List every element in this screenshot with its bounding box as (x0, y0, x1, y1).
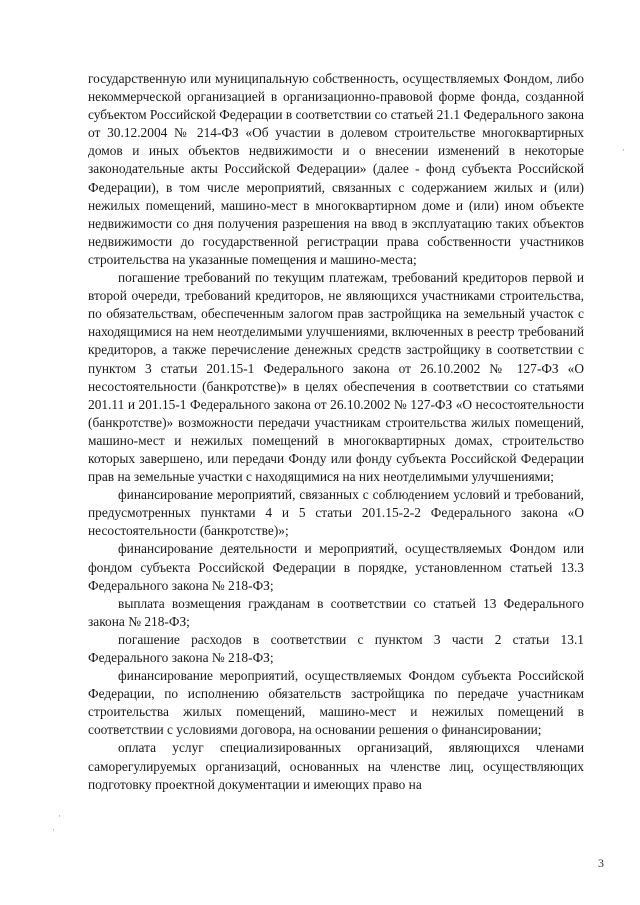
scan-mark-left-lower: · (52, 825, 55, 835)
page-number: 3 (598, 856, 604, 870)
paragraph-compensation: выплата возмещения гражданам в соответствии со статьей 13 Федерального закона № 218-ФЗ; (88, 595, 584, 629)
paragraph-financing-activities: финансирование деятельности и мероприятий, осуществляемых Фондом или фондом субъекта Российской Федерации в порядке, установленном статьей 13.3 Федерального закона № 218-ФЗ; (88, 541, 584, 593)
scan-mark-left: · (58, 811, 61, 821)
paragraph-expense-repayment: погашение расходов в соответствии с пунктом 3 части 2 статьи 13.1 Федерального закона № 218-ФЗ; (88, 631, 584, 665)
scan-mark-right: · (622, 145, 625, 155)
paragraph-services-payment: оплата услуг специализированных организаций, являющихся членами саморегулируемых организаций, основанных на членстве лиц, осуществляющих подготовку проектной документации и имеющих право на (88, 740, 584, 792)
paragraph-debt-repayment: погашение требований по текущим платежам, требований кредиторов первой и второй очереди, требований кредиторов, не являющихся участниками строительства, по обязательствам, обеспеченным залогом прав застройщика на земельный участок с находящимися на нем неотделимыми улучшениями, включенных в реестр требований кредиторов, а также перечисление денежных средств застройщику в соответствии с пунктом 3 статьи 201.15-1 Федерального закона от 26.10.2002 № 127-ФЗ «О несостоятельности (банкротстве)» в целях обеспечения в соответствии со статьями 201.11 и 201.15-1 Федерального закона от 26.10.2002 № 127-ФЗ «О несостоятельности (банкротстве)» возможности передачи участникам строительства жилых помещений, машино-мест и нежилых помещений в многоквартирных домах, строительство которых завершено, или передачи Фонду или фонду субъекта Российской Федерации прав на земельные участки с находящимися на них неотделимыми улучшениями; (88, 270, 584, 485)
paragraph-financing-conditions: финансирование мероприятий, связанных с соблюдением условий и требований, предусмотренных пунктами 4 и 5 статьи 201.15-2-2 Федерального закона «О несостоятельности (банкротстве)»; (88, 487, 584, 539)
document-body (88, 70, 584, 794)
paragraph-continuation: государственную или муниципальную собственность, осуществляемых Фондом, либо некоммерческой организацией в организационно-правовой форме фонда, созданной субъектом Российской Федерации в соответствии со статьей 21.1 Федерального закона от 30.12.2004 № 214-ФЗ «Об участии в долевом строительстве многоквартирных домов и иных объектов недвижимости и о внесении изменений в некоторые законодательные акты Российской Федерации» (далее - фонд субъекта Российской Федерации), в том числе мероприятий, связанных с содержанием жилых и (или) нежилых помещений, машино-мест в многоквартирном доме и (или) ином объекте недвижимости со дня получения разрешения на ввод в эксплуатацию таких объектов недвижимости до государственной регистрации права собственности участников строительства на указанные помещения и машино-места; (88, 71, 584, 267)
paragraph-financing-obligations: финансирование мероприятий, осуществляемых Фондом субъекта Российской Федерации, по исполнению обязательств застройщика по передаче участникам строительства жилых помещений, машино-мест и нежилых помещений в соответствии с условиями договора, на основании решения о финансировании; (88, 668, 584, 738)
